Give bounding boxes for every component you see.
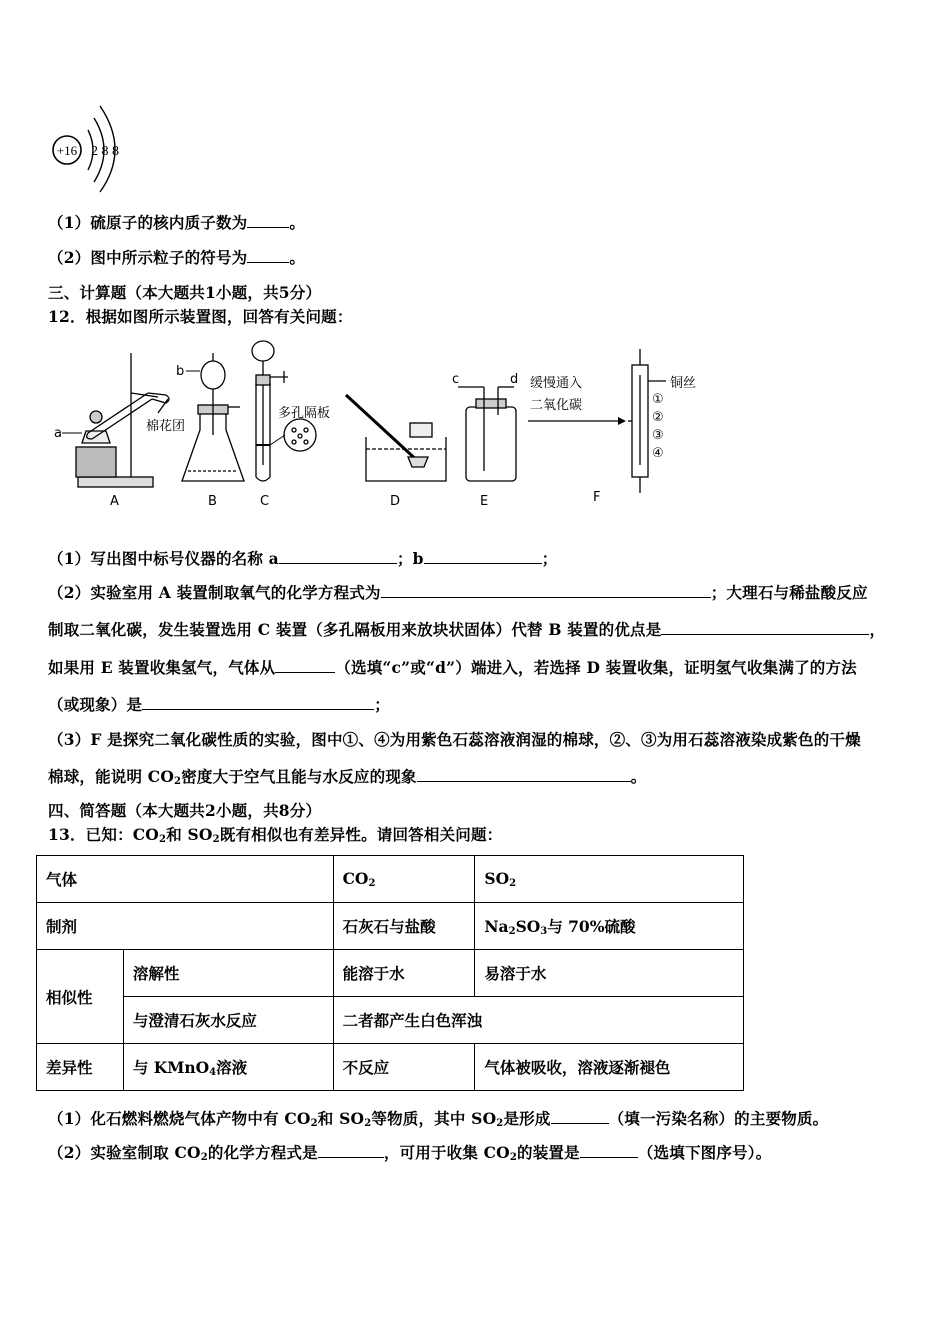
label-ball1: ①	[652, 392, 664, 407]
cell-so2-reagent: $Na_2SO_3$与 70%硫酸	[475, 903, 744, 950]
label-co2: 二氧化碳	[530, 398, 583, 413]
label-d: d	[510, 372, 519, 387]
label-porous: 多孔隔板	[278, 406, 331, 421]
blank-pollution-name[interactable]	[551, 1109, 609, 1124]
cell-co2-header: $CO_2$	[333, 856, 475, 903]
q12-s2-line2: 制取二氧化碳，发生装置选用 C 装置（多孔隔板用来放块状固体）代替 B 装置的优点是 ，	[48, 620, 886, 639]
cell-gas-header: 气体	[37, 856, 334, 903]
sulfur-ion-structure-diagram	[48, 100, 148, 196]
nucleus-charge: +16	[56, 143, 78, 158]
apparatus-diagram	[48, 335, 718, 515]
table-row	[37, 997, 744, 1044]
section3-title: 三、计算题（本大题共1小题，共5分）	[48, 283, 322, 302]
cell-difference-header: 差异性	[37, 1044, 124, 1091]
cell-solubility: 溶解性	[123, 950, 333, 997]
label-ball2: ②	[652, 410, 664, 425]
label-a: a	[54, 426, 62, 441]
q12-s2-line3: 如果用 E 装置收集氢气，气体从 （选填“c”或“d”）端进入，若选择 D 装置收集，证明氢气收集满了的方法	[48, 658, 857, 677]
table-row	[37, 856, 744, 903]
q13-s1: （1）化石燃料燃烧气体产物中有 $CO_2$和 $SO_2$等物质，其中 $SO_2$是形成 （填一污染名称）的主要物质。	[48, 1109, 829, 1129]
cell-co2-reagent: 石灰石与盐酸	[333, 903, 475, 950]
label-A: A	[110, 494, 119, 509]
cell-so2-header: $SO_2$	[475, 856, 744, 903]
q13-stem: 13．已知：$CO_2$和 $SO_2$既有相似也有差异性。请回答相关问题：	[48, 825, 503, 845]
cell-so2-solubility: 易溶于水	[475, 950, 744, 997]
label-F: F	[593, 490, 601, 505]
cell-limewater: 与澄清石灰水反应	[123, 997, 333, 1044]
label-cotton: 棉花团	[146, 419, 186, 434]
label-ball3: ③	[652, 428, 664, 443]
blank-advantage[interactable]	[661, 620, 869, 635]
label-slow: 缓慢通入	[530, 376, 583, 391]
blank-phenomenon[interactable]	[417, 767, 631, 782]
cell-both-turbid: 二者都产生白色浑浊	[333, 997, 743, 1044]
blank-full-method[interactable]	[142, 695, 374, 710]
apparatus-B	[182, 353, 244, 481]
blank-oxygen-equation[interactable]	[381, 583, 711, 598]
table-row	[37, 950, 744, 997]
label-D: D	[390, 494, 401, 509]
blank-gas-inlet[interactable]	[275, 658, 335, 673]
label-E: E	[480, 494, 489, 509]
cell-co2-kmno4: 不反应	[333, 1044, 475, 1091]
q12-s1: （1）写出图中标号仪器的名称 a ；b ；	[48, 549, 558, 568]
table-row	[37, 903, 744, 950]
cell-reagent-header: 制剂	[37, 903, 334, 950]
blank-instrument-b[interactable]	[424, 549, 542, 564]
comparison-table	[36, 855, 744, 1091]
cell-co2-solubility: 能溶于水	[333, 950, 475, 997]
blank-co2-equation[interactable]	[318, 1143, 384, 1158]
shell-electrons: 2 8 8	[91, 144, 119, 159]
label-B: B	[208, 494, 217, 509]
blank-particle-symbol[interactable]	[247, 248, 289, 263]
q12-s3-line2: 棉球，能说明 $CO_2$密度大于空气且能与水反应的现象 。	[48, 767, 647, 787]
blank-collection-device[interactable]	[580, 1143, 638, 1158]
label-c: c	[452, 372, 460, 387]
table-row	[37, 1044, 744, 1091]
label-C: C	[260, 494, 270, 509]
section4-title: 四、简答题（本大题共2小题，共8分）	[48, 801, 322, 820]
q12-s2-line1: （2）实验室用 A 装置制取氧气的化学方程式为 ；大理石与稀盐酸反应	[48, 583, 868, 602]
blank-proton-count[interactable]	[247, 213, 289, 228]
label-wire: 铜丝	[670, 376, 697, 391]
q13-s2: （2）实验室制取 $CO_2$的化学方程式是 ，可用于收集 $CO_2$的装置是 （选填下图序号）。	[48, 1143, 772, 1163]
q11-part1: （1）硫原子的核内质子数为 。	[48, 213, 306, 232]
cell-kmno4: 与 KMnO$_4$溶液	[123, 1044, 333, 1091]
q12-stem: 12．根据如图所示装置图，回答有关问题：	[48, 307, 353, 326]
apparatus-D	[346, 395, 446, 481]
apparatus-E	[458, 387, 516, 481]
cell-so2-kmno4: 气体被吸收，溶液逐渐褪色	[475, 1044, 744, 1091]
q12-s2-line4: （或现象）是 ；	[48, 695, 390, 714]
cell-similarity-header: 相似性	[37, 950, 124, 1044]
blank-instrument-a[interactable]	[279, 549, 397, 564]
label-ball4: ④	[652, 446, 664, 461]
q12-s3-line1: （3）F 是探究二氧化碳性质的实验，图中①、④为用紫色石蕊溶液润湿的棉球，②、③为用石蕊溶液染成紫色的干燥	[48, 730, 861, 749]
label-b: b	[176, 364, 185, 379]
q11-part2: （2）图中所示粒子的符号为 。	[48, 248, 306, 267]
